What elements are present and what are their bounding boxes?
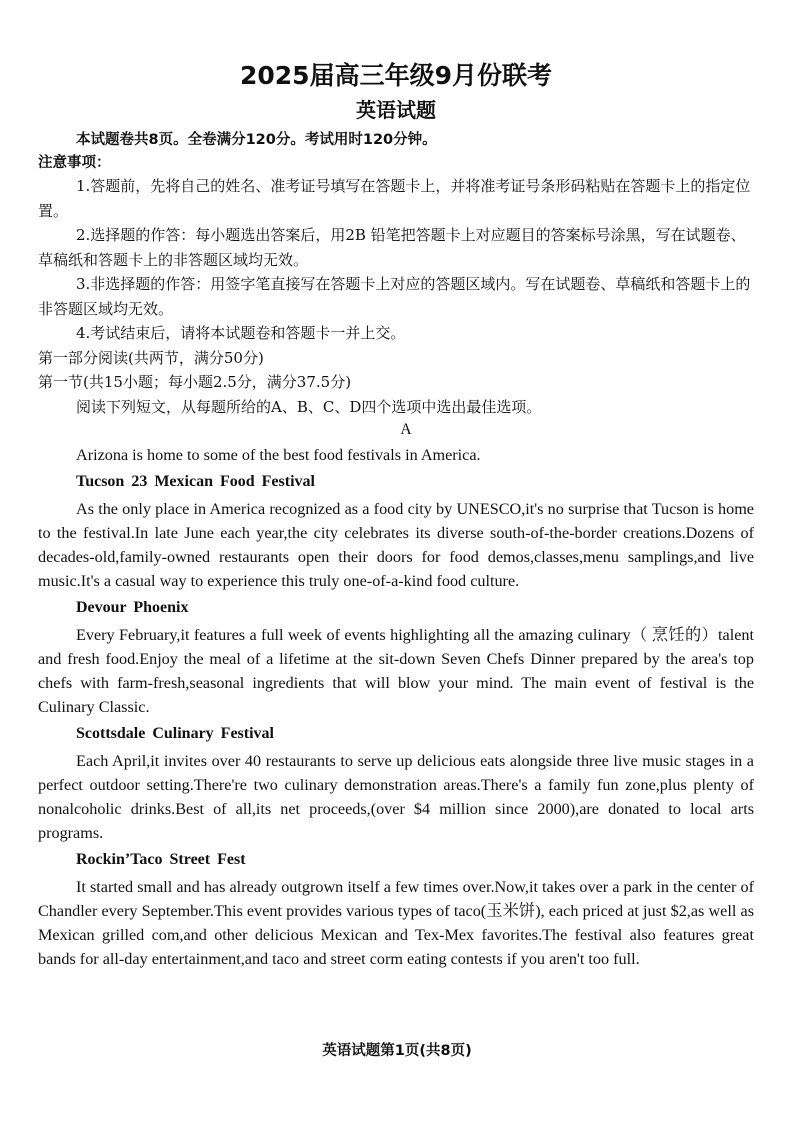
note-item-4: 4.考试结束后，请将本试题卷和答题卡一并上交。 — [76, 324, 406, 342]
exam-title: 2025届高三年级9月份联考 — [240, 61, 552, 90]
festival-heading: Tucson 23 Mexican Food Festival — [76, 473, 315, 490]
festival-heading: Scottsdale Culinary Festival — [76, 725, 274, 742]
part-heading: 第一部分阅读(共两节，满分50分) — [38, 348, 264, 367]
passage-label: A — [400, 421, 412, 438]
note-item-2: 2.选择题的作答：每小题选出答案后，用2B 铅笔把答题卡上对应题目的答案标号涂黑，写在试题卷、草稿纸和答题卡上的非答题区域均无效。 — [38, 226, 746, 269]
festival-text: Every February,it features a full week of events highlighting all the amazing culinary（ 烹饪的）talent and fresh food.Enjoy the meal of a lifetime at the sit-down Seven Chefs Dinner prepared by the area's top chefs with farm-fresh,seasonal ingredients that will blow your mind. The main event of festival is the Culinary Classic. — [38, 626, 754, 716]
note-item-3: 3.非选择题的作答：用签字笔直接写在答题卡上对应的答题区域内。写在试题卷、草稿纸和答题卡上的非答题区域均无效。 — [38, 275, 751, 318]
festival-scottsdale — [38, 723, 754, 845]
festival-heading: Devour Phoenix — [76, 599, 189, 616]
festival-text: As the only place in America recognized as a food city by UNESCO,it's no surprise that Tucson is home to the festival.In late June each year,the city celebrates its diverse south-of-the-border creations.Dozens of decades-old,family-owned restaurants open their doors for food demos,classes,menu samplings,and live music.It's a casual way to experience this truly one-of-a-kind food culture. — [38, 500, 754, 590]
notes-heading: 注意事项： — [38, 155, 111, 171]
instruction-text: 阅读下列短文，从每题所给的A、B、C、D四个选项中选出最佳选项。 — [76, 397, 542, 416]
festival-rockin-taco — [38, 849, 754, 971]
festival-devour-phoenix — [38, 597, 754, 719]
section-heading: 第一节(共15小题；每小题2.5分，满分37.5分) — [38, 373, 352, 391]
festival-tucson — [38, 471, 754, 593]
page-footer: 英语试题第1页(共8页) — [322, 1043, 472, 1059]
passage-intro: Arizona is home to some of the best food festivals in America. — [76, 446, 481, 464]
exam-subtitle: 英语试题 — [356, 98, 436, 122]
exam-info: 本试题卷共8页。全卷满分120分。考试用时120分钟。 — [76, 132, 437, 148]
festival-text: It started small and has already outgrown itself a few times over.Now,it takes over a park in the center of Chandler every September.This event provides various types of taco(玉米饼), each priced at just $2,as well as Mexican grilled com,and other delicious Mexican and Tex-Mex favorites.The festival also features great bands for all-day entertainment,and taco and street corm eating contests if you aren't too full. — [38, 878, 754, 968]
festival-text: Each April,it invites over 40 restaurants to serve up delicious eats alongside three live music stages in a perfect outdoor setting.There're two culinary demonstration areas.There's a family fun zone,plus plenty of nonalcoholic drinks.Best of all,its net proceeds,(over $4 million since 2000),are donated to local arts programs. — [38, 752, 754, 842]
festival-heading: Rockin’Taco Street Fest — [76, 851, 246, 868]
notes-list — [38, 174, 754, 346]
note-item-1: 1.答题前，先将自己的姓名、准考证号填写在答题卡上，并将准考证号条形码粘贴在答题卡上的指定位置。 — [38, 177, 751, 220]
